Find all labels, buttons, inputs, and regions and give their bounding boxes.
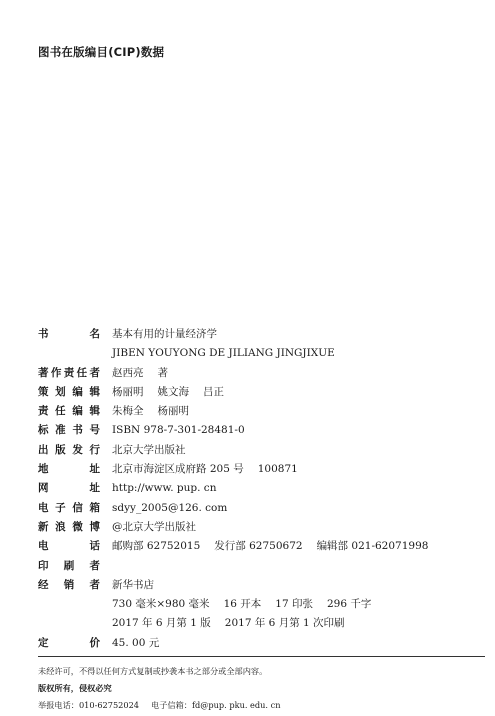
info-row	[38, 557, 468, 576]
info-row	[38, 344, 468, 363]
info-label-text: 策划编辑	[38, 385, 100, 398]
info-value-part: 朱梅全	[112, 405, 144, 418]
info-label	[38, 634, 112, 653]
info-label-text: 出版发行	[38, 443, 100, 456]
info-row	[38, 499, 468, 518]
info-value	[112, 325, 468, 344]
info-value	[112, 499, 468, 518]
info-value	[112, 364, 468, 383]
info-label-text: 经销者	[38, 578, 100, 591]
rights-statement: 版权所有，侵权必究	[38, 683, 112, 693]
info-value-part: 17 印张	[275, 598, 313, 611]
info-value-part: 296 千字	[326, 598, 372, 611]
info-value	[112, 402, 468, 421]
info-value-part: 16 开本	[223, 598, 262, 611]
info-value-part: 新华书店	[112, 578, 154, 591]
info-value-part: 基本有用的计量经济学	[112, 328, 217, 340]
info-value-part: JIBEN YOUYONG DE JILIANG JINGJIXUE	[112, 347, 335, 360]
info-value	[112, 518, 468, 537]
info-label-text: 著作责任者	[38, 366, 100, 379]
info-label-text: 电子信箱	[38, 501, 100, 514]
info-value	[112, 479, 468, 498]
info-value-part: 邮购部 62752015	[112, 540, 201, 553]
copy-notice: 未经许可，不得以任何方式复制或抄袭本书之部分或全部内容。	[38, 666, 268, 676]
cip-info-table	[38, 325, 468, 653]
info-row	[38, 383, 468, 402]
info-value-part: 北京大学出版社	[112, 443, 186, 456]
info-value-part: http://www. pup. cn	[112, 482, 217, 495]
info-value-part: 2017 年 6 月第 1 次印刷	[224, 617, 345, 630]
info-row	[38, 595, 468, 614]
info-label	[38, 479, 112, 498]
info-label	[38, 364, 112, 383]
info-value	[112, 441, 468, 460]
info-row	[38, 634, 468, 653]
info-row	[38, 576, 468, 595]
info-value	[112, 344, 468, 363]
info-row	[38, 364, 468, 383]
report-email: 电子信箱：fd@pup. pku. edu. cn	[151, 700, 281, 710]
info-label	[38, 421, 112, 440]
info-row	[38, 421, 468, 440]
info-value-part: ISBN 978-7-301-28481-0	[112, 424, 245, 437]
info-value-part: 100871	[257, 463, 298, 476]
info-value-part: 730 毫米×980 毫米	[112, 598, 210, 611]
info-label	[38, 460, 112, 479]
info-label-text: 地址	[38, 463, 100, 476]
info-value	[112, 537, 468, 556]
divider-line	[38, 656, 485, 657]
info-label	[38, 325, 112, 344]
info-label	[38, 383, 112, 402]
info-value	[112, 614, 468, 633]
info-value-part: 北京市海淀区成府路 205 号	[112, 463, 244, 476]
info-label	[38, 499, 112, 518]
info-label-text: 定价	[38, 636, 100, 649]
info-value-part: 发行部 62750672	[214, 540, 303, 553]
info-label-text: 电话	[38, 540, 100, 553]
info-value-part: sdyy_2005@126. com	[112, 501, 228, 514]
info-label-text: 标准书号	[38, 424, 100, 437]
info-label-text: 印刷者	[38, 559, 100, 572]
info-value-part: 编辑部 021-62071998	[316, 540, 429, 553]
info-value	[112, 595, 468, 614]
info-value-part: 姚文海	[157, 385, 189, 398]
info-row	[38, 325, 468, 344]
info-row	[38, 402, 468, 421]
info-row	[38, 441, 468, 460]
info-label	[38, 537, 112, 556]
info-row	[38, 537, 468, 556]
info-value	[112, 383, 468, 402]
info-value-part: 著	[157, 366, 168, 379]
info-row	[38, 460, 468, 479]
report-contact	[38, 697, 485, 714]
info-value-part: 杨丽明	[112, 385, 144, 398]
info-label	[38, 518, 112, 537]
info-label	[38, 441, 112, 460]
info-label-text: 书名	[38, 328, 100, 340]
info-label	[38, 557, 112, 576]
info-row	[38, 614, 468, 633]
info-value	[112, 576, 468, 595]
info-label-text: 责任编辑	[38, 405, 100, 418]
info-value	[112, 421, 468, 440]
info-value-part: 吕正	[203, 385, 224, 398]
info-value	[112, 634, 468, 653]
info-value-part: 赵西亮	[112, 366, 144, 379]
cip-header: 图书在版编目(CIP)数据	[38, 45, 165, 59]
info-label-text: 网址	[38, 482, 100, 495]
info-row	[38, 518, 468, 537]
info-value-part: 杨丽明	[157, 405, 189, 418]
info-value-part: 45. 00 元	[112, 636, 160, 649]
copyright-footer	[38, 663, 485, 714]
info-value-part: 2017 年 6 月第 1 版	[112, 617, 211, 630]
info-label	[38, 402, 112, 421]
info-value-part: @北京大学出版社	[112, 520, 196, 533]
info-row	[38, 479, 468, 498]
report-phone: 举报电话：010-62752024	[38, 700, 140, 710]
info-label-text: 新浪微博	[38, 520, 100, 533]
info-label	[38, 576, 112, 595]
info-value	[112, 460, 468, 479]
